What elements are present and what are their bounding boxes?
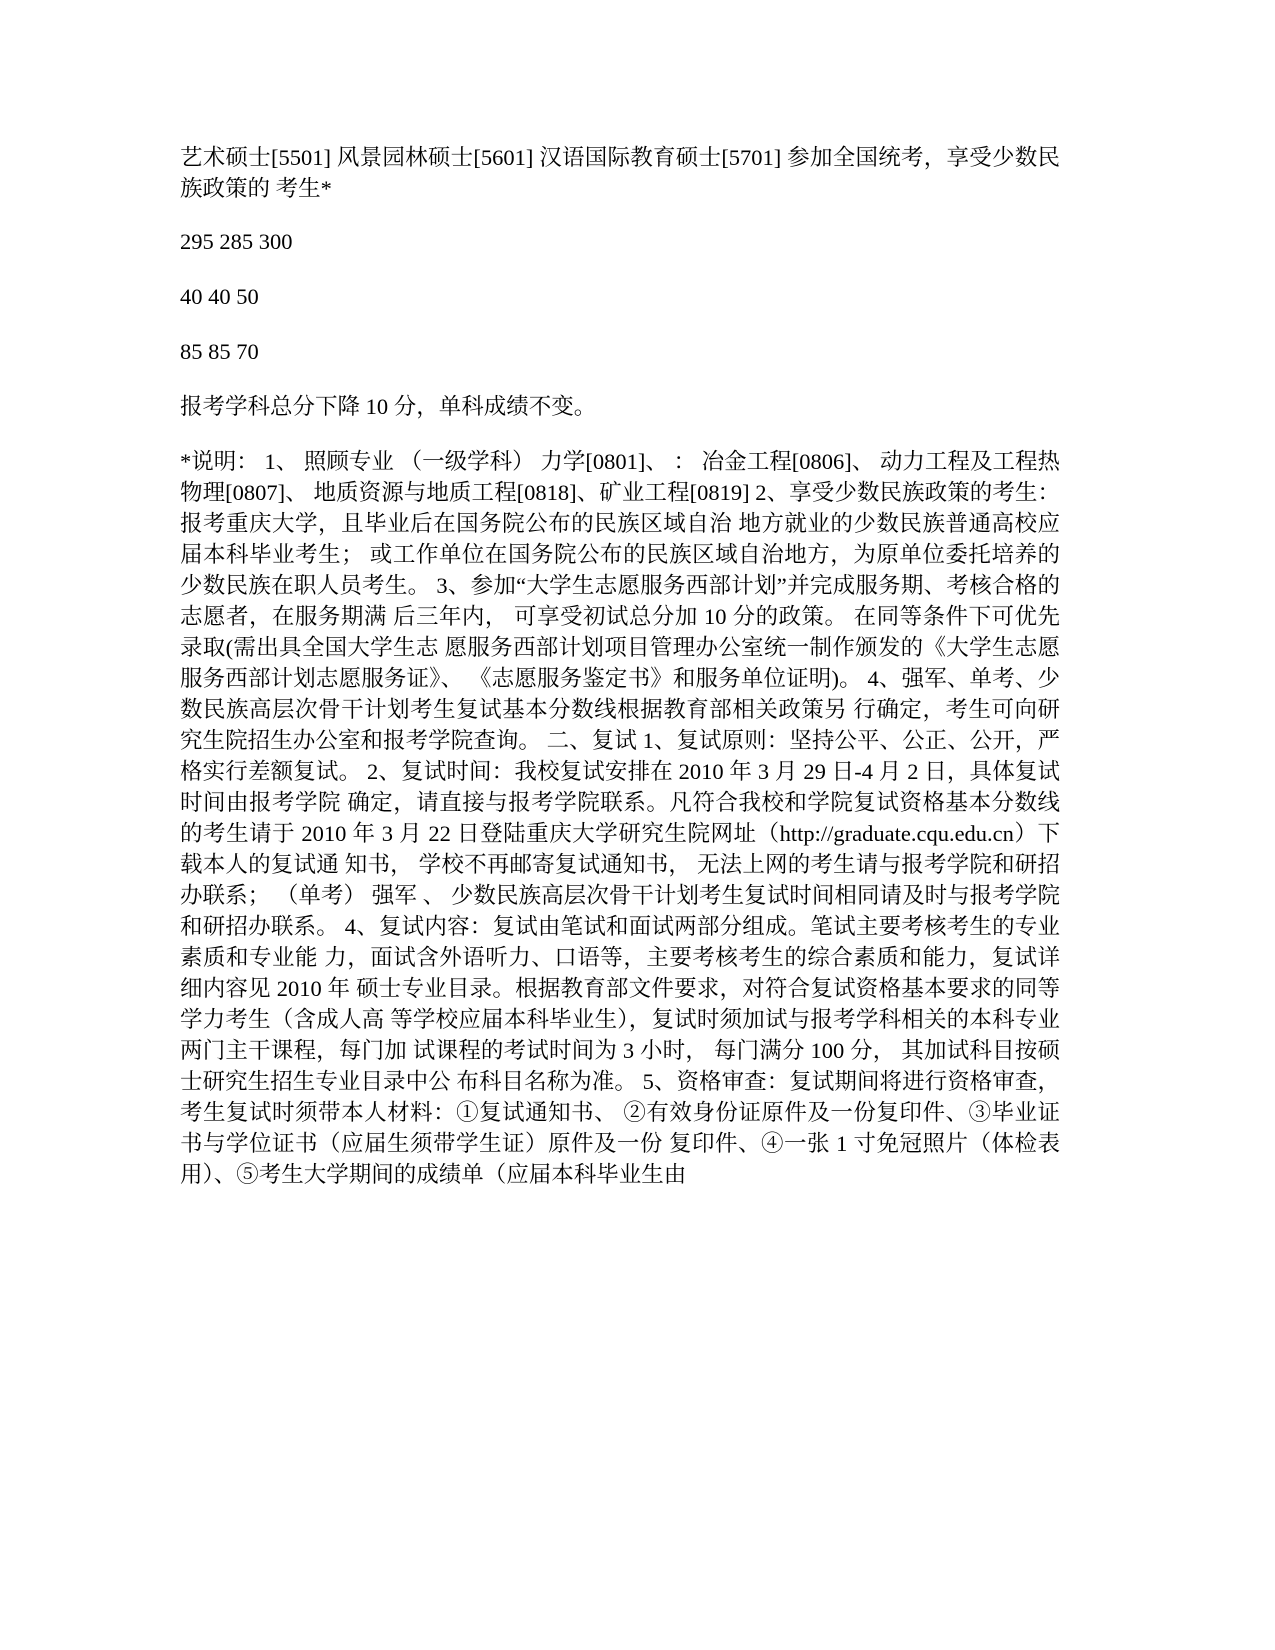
- score-row-total: 295 285 300: [180, 229, 293, 254]
- policy-note: 报考学科总分下降 10 分，单科成绩不变。: [180, 394, 597, 419]
- score-row-single-100: 40 40 50: [180, 284, 259, 309]
- explanation-body: *说明： 1、 照顾专业 （一级学科） 力学[0801]、 ： 冶金工程[0806]、 动力工程及工程热物理[0807]、 地质资源与地质工程[0818]、矿业工程[0819] 2、享受少数民族政策的考生：报考重庆大学，且毕业后在国务院公布的民族区域自治 地方就业的少数民族普通高校应届本科毕业考生； 或工作单位在国务院公布的民族区域自治地方，为原单位委托培养的少数民族在职人员考生。 3、参加“大学生志愿服务西部计划”并完成服务期、考核合格的志愿者，在服务期满 后三年内， 可享受初试总分加 10 分的政策。 在同等条件下可优先录取(需出具全国大学生志 愿服务西部计划项目管理办公室统一制作颁发的《大学生志愿服务西部计划志愿服务证》、 《志愿服务鉴定书》和服务单位证明)。 4、强军、单考、少数民族高层次骨干计划考生复试基本分数线根据教育部相关政策另 行确定，考生可向研究生院招生办公室和报考学院查询。 二、复试 1、复试原则：坚持公平、公正、公开，严格实行差额复试。 2、复试时间：我校复试安排在 2010 年 3 月 29 日-4 月 2 日，具体复试时间由报考学院 确定，请直接与报考学院联系。凡符合我校和学院复试资格基本分数线的考生请于 2010 年 3 月 22 日登陆重庆大学研究生院网址（http://graduate.cqu.edu.cn）下载本人的复试通 知书， 学校不再邮寄复试通知书， 无法上网的考生请与报考学院和研招办联系； （单考） 强军 、 少数民族高层次骨干计划考生复试时间相同请及时与报考学院和研招办联系。 4、复试内容：复试由笔试和面试两部分组成。笔试主要考核考生的专业素质和专业能 力，面试含外语听力、口语等，主要考核考生的综合素质和能力，复试详细内容见 2010 年 硕士专业目录。根据教育部文件要求，对符合复试资格基本要求的同等学力考生（含成人高 等学校应届本科毕业生），复试时须加试与报考学科相关的本科专业两门主干课程，每门加 试课程的考试时间为 3 小时， 每门满分 100 分， 其加试科目按硕士研究生招生专业目录中公 布科目名称为准。 5、资格审查：复试期间将进行资格审查，考生复试时须带本人材料：①复试通知书、 ②有效身份证原件及一份复印件、③毕业证书与学位证书（应届生须带学生证）原件及一份 复印件、④一张 1 寸免冠照片（体检表用）、⑤考生大学期间的成绩单（应届本科毕业生由: [180, 449, 1060, 1187]
- document-page: [180, 142, 1060, 1190]
- intro-paragraph: 艺术硕士[5501] 风景园林硕士[5601] 汉语国际教育硕士[5701] 参加全国统考，享受少数民族政策的 考生*: [180, 145, 1060, 201]
- score-row-single-150: 85 85 70: [180, 339, 259, 364]
